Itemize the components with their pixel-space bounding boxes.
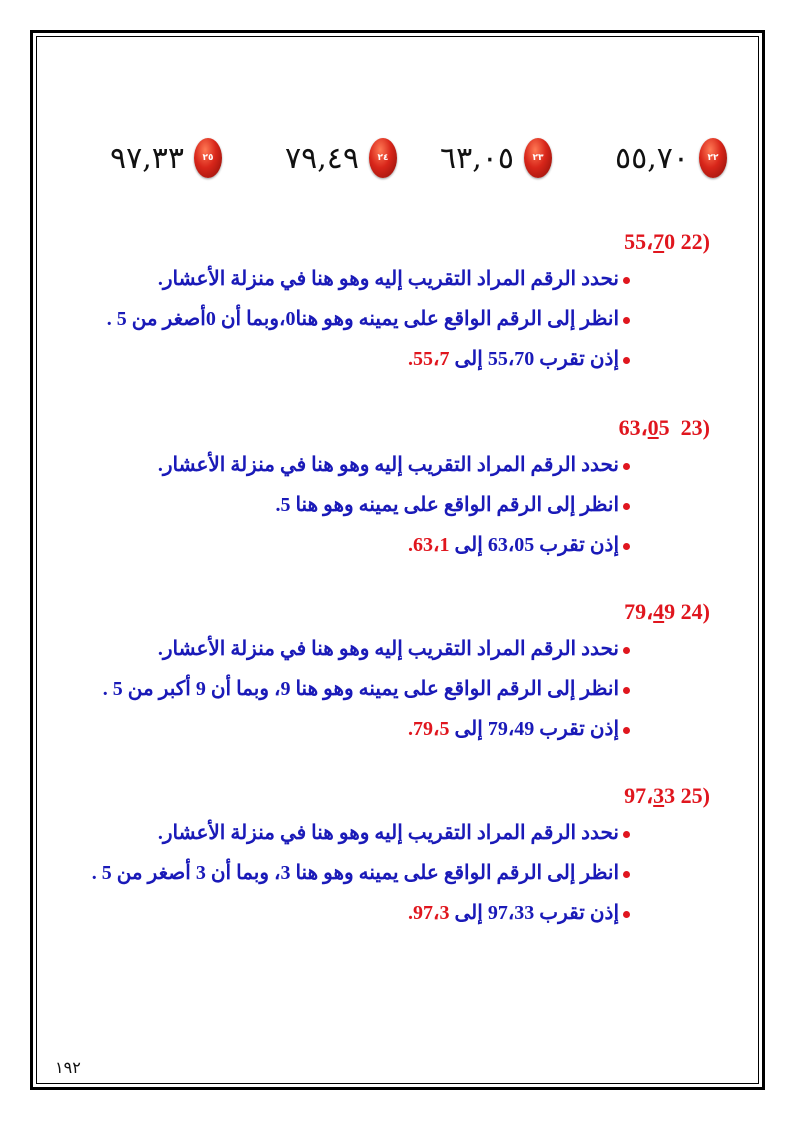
step-line: انظر إلى الرقم الواقع على يمينه وهو هنا0،وبما أن 0أصغر من 5 . <box>70 299 710 339</box>
solution-section-24 <box>70 595 710 749</box>
bullet-icon <box>623 503 630 510</box>
section-title: 79،49 24) <box>624 599 710 624</box>
step-line: انظر إلى الرقم الواقع على يمينه وهو هنا 9، وبما أن 9 أكبر من 5 . <box>70 669 710 709</box>
header-value: ٥٥,٧٠ <box>615 140 689 176</box>
bullet-icon <box>623 871 630 878</box>
bullet-icon <box>623 687 630 694</box>
bullet-icon <box>623 911 630 918</box>
bullet-icon <box>623 317 630 324</box>
header-item-23 <box>440 128 552 188</box>
solution-section-22 <box>70 225 710 379</box>
step-line: انظر إلى الرقم الواقع على يمينه وهو هنا 3، وبما أن 3 أصغر من 5 . <box>70 853 710 893</box>
step-line: نحدد الرقم المراد التقريب إليه وهو هنا في منزلة الأعشار. <box>70 259 710 299</box>
section-title: 97،33 25) <box>624 783 710 808</box>
solution-section-23 <box>70 411 710 565</box>
rounded-result: 63،1. <box>408 534 450 556</box>
solution-section-25 <box>70 779 710 933</box>
bullet-icon <box>623 831 630 838</box>
step-line: إذن تقرب 55،70 إلى 55،7. <box>70 339 710 379</box>
bullet-icon <box>623 463 630 470</box>
header-value: ٩٧,٣٣ <box>110 140 184 176</box>
step-line: نحدد الرقم المراد التقريب إليه وهو هنا في منزلة الأعشار. <box>70 813 710 853</box>
page-number: ١٩٢ <box>55 1058 81 1077</box>
step-line: إذن تقرب 97،33 إلى 97،3. <box>70 893 710 933</box>
step-line: نحدد الرقم المراد التقريب إليه وهو هنا في منزلة الأعشار. <box>70 629 710 669</box>
exercise-number-badge: ٢٣ <box>524 138 552 178</box>
bullet-icon <box>623 543 630 550</box>
bullet-icon <box>623 277 630 284</box>
step-line: إذن تقرب 79،49 إلى 79،5. <box>70 709 710 749</box>
section-title: 55،70 22) <box>624 229 710 254</box>
section-title: 63،05 23) <box>618 415 710 440</box>
rounded-result: 55،7. <box>408 348 450 370</box>
header-value: ٧٩,٤٩ <box>285 140 359 176</box>
exercise-number-badge: ٢٢ <box>699 138 727 178</box>
header-item-24 <box>285 128 397 188</box>
exercise-header-row <box>0 128 800 188</box>
step-line: نحدد الرقم المراد التقريب إليه وهو هنا في منزلة الأعشار. <box>70 445 710 485</box>
bullet-icon <box>623 647 630 654</box>
bullet-icon <box>623 727 630 734</box>
bullet-icon <box>623 357 630 364</box>
header-item-22 <box>615 128 727 188</box>
rounded-result: 97،3. <box>408 902 450 924</box>
exercise-number-badge: ٢٤ <box>369 138 397 178</box>
exercise-number-badge: ٢٥ <box>194 138 222 178</box>
header-item-25 <box>110 128 222 188</box>
rounded-result: 79،5. <box>408 718 450 740</box>
step-line: انظر إلى الرقم الواقع على يمينه وهو هنا 5. <box>70 485 710 525</box>
step-line: إذن تقرب 63،05 إلى 63،1. <box>70 525 710 565</box>
header-value: ٦٣,٠٥ <box>440 140 514 176</box>
